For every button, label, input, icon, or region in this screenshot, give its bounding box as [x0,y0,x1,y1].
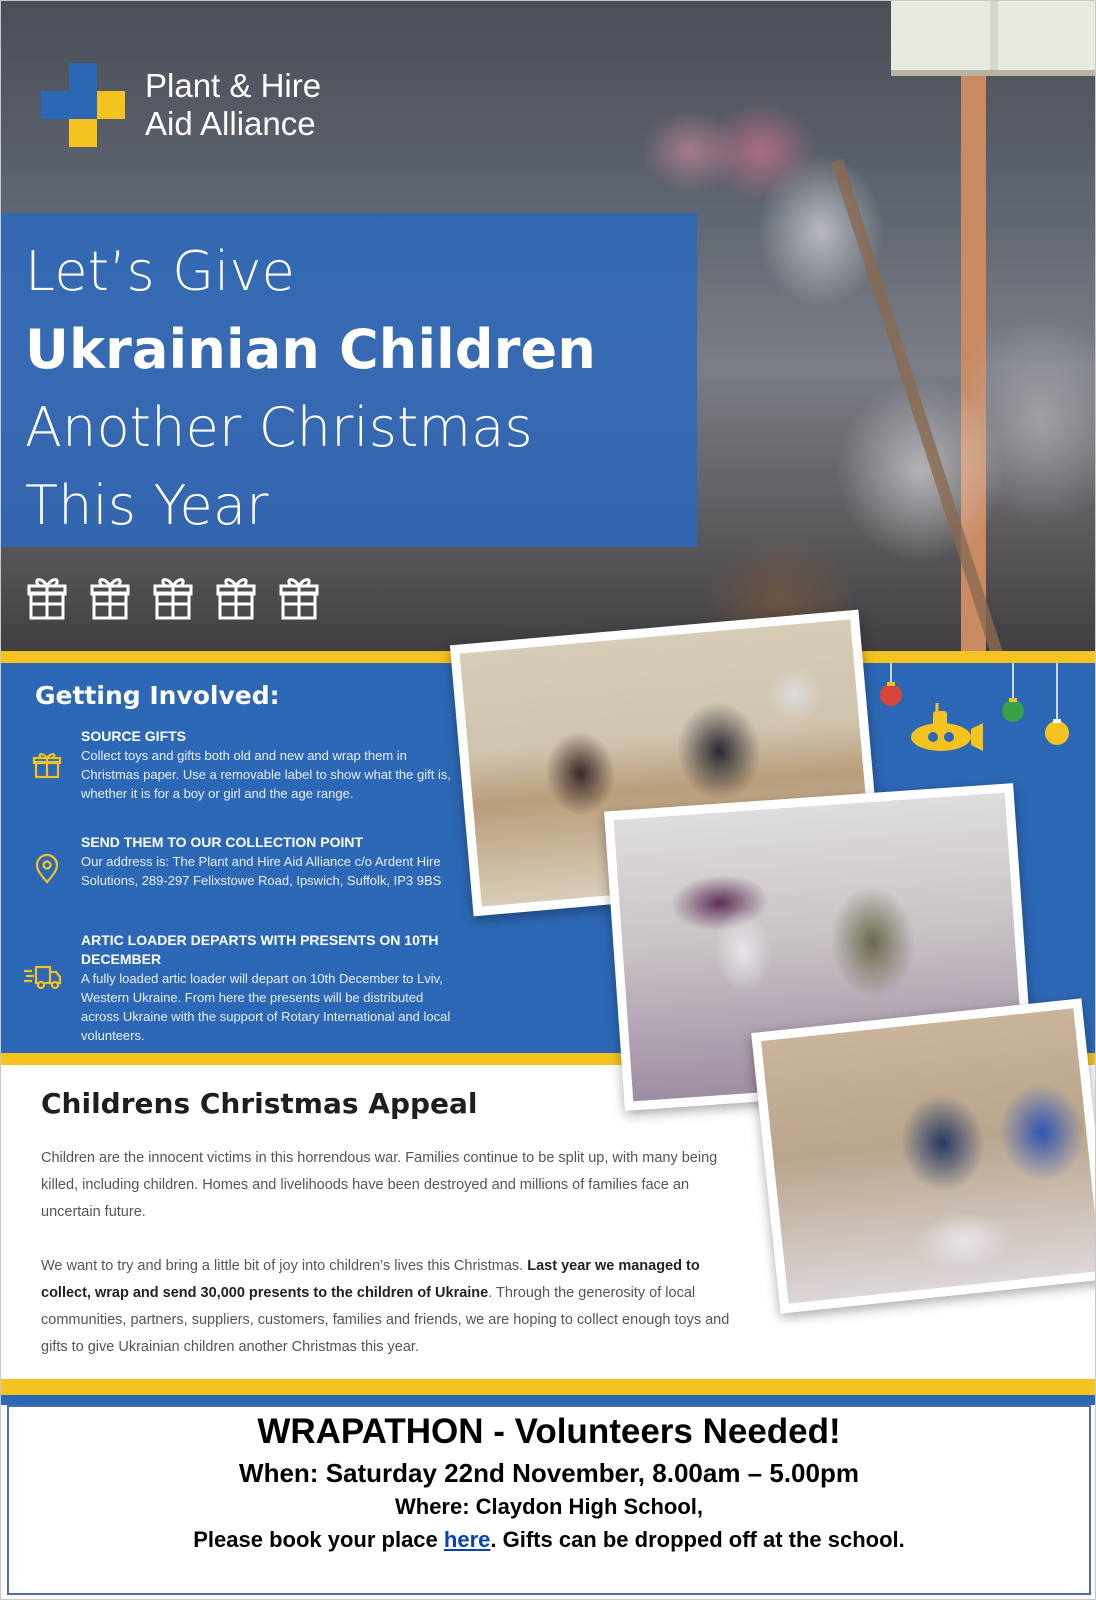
delivery-truck-icon [23,959,63,991]
brand-logo [41,63,401,147]
christmas-ornaments-icon [861,663,1096,803]
submarine-icon [911,703,983,751]
hero-window [891,1,1096,76]
wrapathon-when: When: Saturday 22nd November, 8.00am – 5.00pm [239,1458,859,1488]
wrapathon-where: Where: Claydon High School, [394,1494,703,1519]
appeal-highlight: Last year we managed to collect, wrap and send 30,000 presents to the children of Ukraine [41,1258,700,1301]
headline-line2: Ukrainian Children [25,318,597,381]
step-artic-loader [81,931,461,1045]
wrapathon-booking [9,1523,1089,1557]
brand-name [145,67,321,143]
appeal-paragraph-1: Children are the innocent victims in this horrendous war. Families continue to be split up, with many being killed, including children. Homes and livelihoods have been destroyed and millions of families face an uncertain future. [41,1150,718,1220]
headline [25,233,596,545]
wrapathon-title: WRAPATHON - Volunteers Needed! [257,1412,841,1451]
headline-line1: Let’s Give [25,240,296,303]
step-description: Collect toys and gifts both old and new and wrap them in Christmas paper. Use a removable label to show what the gift is, whether it is for a boy or girl and the age range. [81,748,451,801]
hero-stair-rail [831,159,1003,657]
getting-involved-heading: Getting Involved: [35,681,280,710]
step-collection-point [81,833,461,890]
gift-icon-row [27,573,319,621]
appeal-text: We want to try and bring a little bit of joy into children’s lives this Christmas. [41,1258,528,1274]
yellow-divider-bottom [1,1379,1096,1395]
volunteers-photo [751,998,1096,1313]
step-title: SEND THEM TO OUR COLLECTION POINT [81,834,364,850]
gift-icon [27,573,67,621]
step-title: SOURCE GIFTS [81,728,187,744]
booking-link[interactable]: here [443,1527,491,1552]
step-source-gifts [81,727,461,803]
gift-icon [90,573,130,621]
booking-prefix: Please book your place [193,1527,444,1552]
headline-line3: Another Christmas [25,396,533,459]
gift-icon [153,573,193,621]
step-title: ARTIC LOADER DEPARTS WITH PRESENTS ON 10TH DECEMBER [81,932,439,967]
step-description: A fully loaded artic loader will depart on 10th December to Lviv, Western Ukraine. From here the presents will be distributed across Ukraine with the support of Rotary International and local volunteers. [81,971,451,1043]
blue-divider-bottom [1,1395,1096,1405]
cross-logo-icon [41,63,125,147]
gift-icon [31,749,63,781]
wrapathon-box [7,1405,1091,1595]
appeal-paragraph-2 [41,1253,743,1361]
headline-panel [1,213,697,547]
hero-photo [1,1,1096,663]
appeal-text: . Through the generosity of local communities, partners, suppliers, customers, families and friends, we are hoping to collect enough toys and gifts to give Ukrainian children another Christmas this year. [41,1285,730,1355]
location-pin-icon [31,853,63,885]
brand-name-line2: Aid Alliance [145,105,316,142]
step-description: Our address is: The Plant and Hire Aid Alliance c/o Ardent Hire Solutions, 289-297 Felixstowe Road, Ipswich, Suffolk, IP3 9BS [81,854,442,888]
gift-icon [216,573,256,621]
gift-icon [279,573,319,621]
headline-line4: This Year [25,474,269,537]
appeal-title: Childrens Christmas Appeal [41,1087,478,1120]
booking-suffix: . Gifts can be dropped off at the school. [490,1527,905,1552]
brand-name-line1: Plant & Hire [145,67,322,104]
